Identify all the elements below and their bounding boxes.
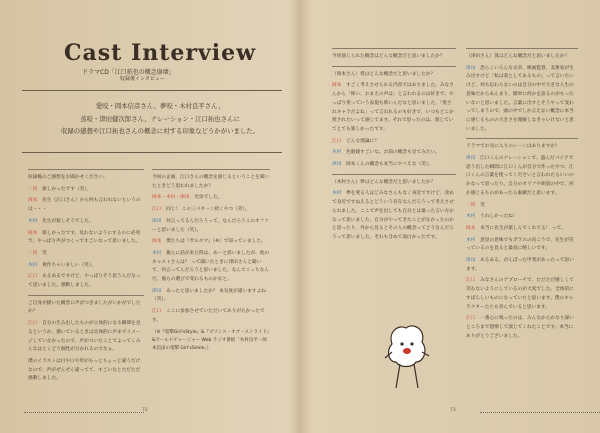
speaker-name: 岡本 (28, 198, 38, 204)
question: 収録後のご感想をお聞かせください。 (28, 175, 108, 180)
dialogue-text: 俺らに話が来た時は、あーと思いましたが、他のキャストさんは？ って聞いたときに津田さんと聞いて、何言ってんだろうと思いました。なんでこっちなんだ、俺らの選びで変わるものかなと。 (152, 250, 270, 283)
question: （津田さん）蒸はどんな概念だと思いましたか？ (466, 54, 570, 59)
question-divider (152, 169, 270, 170)
dialogue-line (332, 161, 456, 170)
intro-line: 蒸咬・津田健次郎さん、ナレーション・江口拓也さんに (80, 114, 240, 123)
dialogue-line (466, 65, 578, 135)
dialogue-line (466, 315, 578, 341)
dialogue-text: 岡本くんの概念も本当にやべえな（笑）。 (346, 162, 433, 168)
question-divider (28, 169, 144, 170)
speaker-name: 一同 (28, 250, 38, 256)
page-title: Cast Interview (64, 40, 257, 66)
speaker-name: 木村 (332, 150, 342, 156)
dialogue-text: 同じ！ この三パターン続くやつ（笑）。 (166, 207, 250, 213)
dialogue-line (466, 225, 578, 234)
dialogue-text: みなさんのアプローチで、ただただ嬉しくて笑わないようにしているのが大変でした。全体的にすばらしいものになっていたと思います。僕のキャラクターたちも喜んでいると思います。 (466, 278, 574, 310)
dialogue-line (332, 82, 456, 134)
dialogue-text: 楽しかったです（笑）。 (42, 186, 92, 192)
footer-dots (480, 412, 600, 413)
dialogue-text: 恐らくいろんな文章、映画監督、美術家が生み出すけど「私は蒸としてあるもの」って言いたいけど、何も伝わらないのは自分の中で大きな人生の意味だからあんまり、簡単に何かを語るのがもったいないと思いました。言葉に出すとそうやって変わってしまうので、頭の中でしか言えない概念に本当に感じるものの大きさを理解しなきゃいけないと思いました。 (466, 65, 574, 132)
dialogue-line (332, 190, 456, 242)
dialogue-text: どんな理論に？ (346, 138, 379, 144)
footer-dots (24, 412, 144, 413)
speaker-name: 岡本 (332, 83, 342, 89)
subtitle: ドラマCD「江口拓也の概念崩壊」 (82, 69, 175, 76)
speaker-name: 木村 (28, 262, 38, 268)
speaker-name: 津田 (466, 65, 476, 71)
dialogue-text: 僕たちは『ガルスマ』（※）で知っていました。 (166, 239, 266, 245)
intro-text (40, 100, 280, 138)
dialogue-text: あったと思いましたか？ 本気度が違いますよね（笑）。 (152, 288, 266, 303)
dialogue-line (466, 257, 578, 274)
left-column-2 (152, 165, 270, 356)
dialogue-line (28, 250, 144, 259)
speaker-name: 一同 (466, 202, 476, 208)
dialogue-line (28, 320, 144, 355)
dialogue-text: 楽しかったです。気わないようにするのに必死で、やっぱり声がつくってすごいなって思いました。 (28, 230, 141, 245)
speaker-name: 津田 (152, 218, 162, 224)
divider (22, 152, 282, 153)
dialogue-text: 笑 (42, 250, 47, 256)
speaker-name: 木村 (466, 214, 476, 220)
dialogue-text: 意見の意味でもガラスの向こうで、先生が笑っているのを見ると最高に嬉しいです。 (466, 237, 574, 252)
speaker-name: 岡本・木村・津田 (152, 195, 190, 201)
dialogue-line (28, 230, 144, 247)
divider (22, 90, 282, 91)
page-number: 72 (142, 408, 148, 413)
speaker-name: 江口 (28, 321, 38, 327)
dialogue-line (28, 262, 144, 271)
dialogue-text: 先生（江口さん）から何も言われないというのは・・・ (28, 198, 141, 213)
dialogue-line (152, 194, 270, 203)
question: 今回の企画、江口さんの概念を演じるということを聞いたときどう思われましたか？ (152, 175, 270, 189)
dialogue-text: すごく考えさせられる内容ではありました。みなさんから「怖い、おまえの声は」と言われるのは好きで、やっぱり愛っていう表現も怖いんだなと思いました。「愛されキャラだよね」って言われるのも好きで、いつもどこか愛されたいって感じてます。それで思ったのは、演じていてとても楽しかったです。 (332, 83, 454, 132)
question-divider (466, 138, 578, 139)
speaker-name: 一同 (28, 186, 38, 192)
dialogue-line (466, 213, 578, 222)
dialogue-text: 夢を愛る人ほどみなさんもなく身近ですけど、改めて身近ですねえるとどういう存在なんだろうって考えさせられました。ここで声を出しても自分とは違った言い方かなって思いました。自分がやってきたことがなかったのかと思ったり、外から見るとその人の概念ってどうなんだろうって思いました。それも含めて面白かったです。 (332, 191, 454, 240)
speaker-name: 江口 (152, 207, 162, 213)
question-divider (332, 174, 456, 175)
dialogue-line (152, 308, 270, 325)
question: ご自身が描いた概念に声がつきましたがいかがでしたか？ (28, 300, 141, 315)
dialogue-line (466, 202, 578, 211)
dialogue-line (28, 186, 144, 195)
dialogue-text: 本当に先生が楽しんでくれてる！ って。 (480, 225, 566, 231)
speaker-name: 津田 (466, 258, 476, 264)
dialogue-text: 黄作ちゃいましい（笑）。 (42, 262, 96, 268)
speaker-name: 江口 (152, 309, 162, 315)
dialogue-line (152, 288, 270, 305)
question: （木村さん）夢はどんな概念だと思いましたか？ (332, 179, 436, 185)
dialogue-line (466, 155, 578, 199)
dialogue-text: 先生が楽しそうでした。 (42, 218, 94, 224)
speaker-name: 津田 (332, 162, 342, 168)
footnote: （※『電撃Girl'sStyle』&『プリンス・オブ・ストライド』&ワールドチャージャー Web ラジオ番組「木村良平・岡本信彦の電撃 Girl'sSmile」） (152, 329, 270, 351)
dialogue-line (28, 197, 144, 214)
dialogue-text: うれしかったね！ (480, 214, 518, 220)
dialogue-text: 何言ってるんだろうって、なんだろうこのオファーと思いました（笑）。 (152, 218, 269, 233)
dialogue-text: 笑 (480, 202, 485, 208)
dialogue-text: 僕のイラストは目や口や形がもっとちょっと違うだけなので、声がぜんぜん違ってて、すごいなとただただ感動しました。 (28, 358, 141, 382)
right-column-1 (332, 44, 456, 246)
question-divider (332, 48, 456, 49)
right-column-2 (466, 44, 578, 344)
dialogue-text: あるあるですけど、やっぱりそう思うんだなって思いました。感動しました。 (28, 274, 141, 289)
dialogue-text: 江口くんのナレーションで、盛んだパイアで思う出した瞬間に江口くんが自分で作ったやつ、江口くんの言葉を使ってくださいと言われたらいいのかなって思ったり。自分のセリフや朗読の中で、何か感じるものがあったら素敵だと思います。 (466, 156, 574, 196)
dialogue-text: ここに参加させていただいてありがたかったです。 (152, 309, 265, 323)
speaker-name: 津田 (466, 156, 476, 162)
dialogue-text: 一番心に残ったのは、みんなからかなり深いところまで想像して演じてくれたことです。本当にありがとうございました。 (466, 316, 574, 339)
speaker-name: 江口 (332, 138, 342, 144)
dialogue-text: 自分の生み出したものが立体的になる瞬間を見るというか、描いているときは具体的に声までイメージしていなかったので、声がついたことでよってくみんなはとくどう個性が分かれるのでなぁ。 (28, 321, 141, 353)
speaker-name: 津田 (152, 288, 162, 294)
question-divider (332, 66, 456, 67)
question: （岡本さん）愛はどんな概念だと思いましたか？ (332, 71, 436, 77)
question: 今回演じられた概念はどんな概念だと思いましたか？ (332, 54, 445, 59)
speaker-name: 木村 (332, 191, 342, 197)
speaker-name: 木村 (152, 250, 162, 256)
dialogue-line (466, 237, 578, 254)
dialogue-line (28, 218, 144, 227)
dialogue-line (152, 238, 270, 247)
subtitle-sub: 収録後インタビュー (120, 76, 165, 82)
dialogue-line (332, 138, 456, 147)
dialogue-line (152, 206, 270, 215)
speaker-name: 岡本 (28, 230, 38, 236)
dialogue-line (466, 277, 578, 312)
speaker-name: 岡本 (466, 225, 476, 231)
dialogue-line (28, 358, 144, 384)
question-divider (466, 48, 578, 49)
speaker-name: 江口 (466, 278, 476, 284)
question-divider (28, 295, 144, 296)
intro-line: 愛咬・岡本信彦さん、夢咬・木村良平さん、 (95, 102, 225, 110)
dialogue-text: 光栄でした。 (194, 195, 223, 201)
speaker-name: 岡本 (152, 239, 162, 245)
intro-line: 収録の感想や江口拓也さんの概念に対する印象などうかがいました。 (60, 127, 260, 135)
speaker-name: 木村 (28, 218, 38, 224)
dialogue-line (28, 273, 144, 290)
speaker-name: 江口 (466, 316, 476, 322)
mascot-illustration (384, 322, 430, 392)
dialogue-line (332, 149, 456, 158)
speaker-name: 木村 (466, 237, 476, 243)
speaker-name: 江口 (28, 274, 38, 280)
dialogue-line (152, 218, 270, 235)
left-column-1 (28, 165, 144, 387)
dialogue-text: あるある。がんばった甲斐があったって思います。 (466, 258, 574, 272)
page-number: 73 (450, 408, 456, 413)
right-page (300, 0, 600, 433)
question: ドラマでお気に入りのシーンはありますか？ (466, 144, 560, 150)
dialogue-text: 色眼鏡すごいな。お前の概念も見てみたい。 (346, 150, 440, 156)
dialogue-line (152, 250, 270, 285)
